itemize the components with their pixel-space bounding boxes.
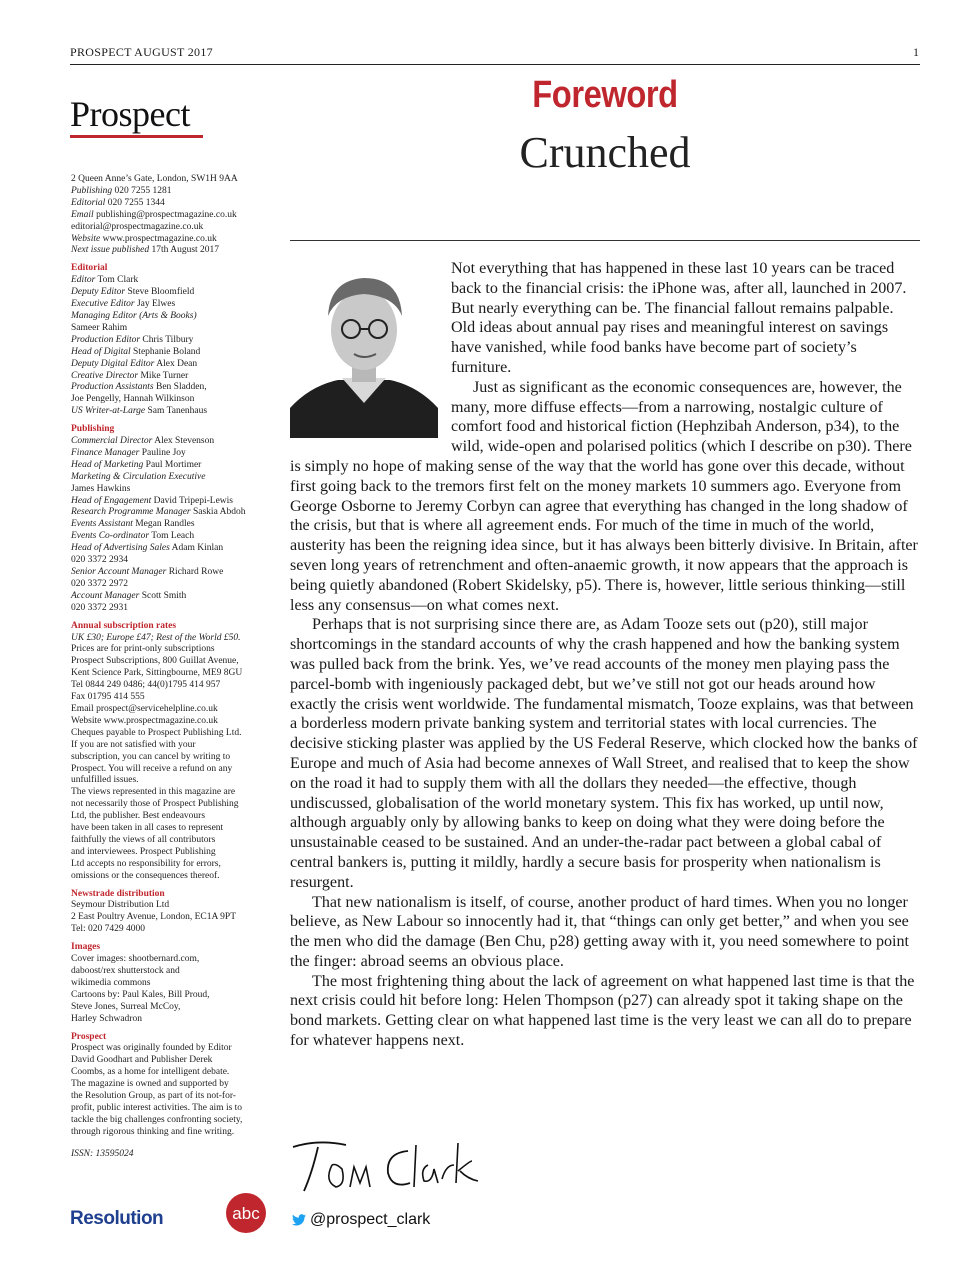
address: 2 Queen Anne’s Gate, London, SW1H 9AA [71, 174, 238, 184]
masthead-line: 2 East Poultry Avenue, London, EC1A 9PT [71, 912, 237, 923]
headline-rule [290, 240, 920, 241]
masthead-line: Harley Schwadron [71, 1013, 142, 1024]
section-kicker: Foreword [532, 74, 678, 116]
masthead: 2 Queen Anne’s Gate, London, SW1H 9AA Publishing 020 7255 1281 Editorial 020 7255 1344 Email publishing@prospectmagazine.co.uk editorial@prospectmagazine.co.uk Website www.prospectmagazine.co.uk Next issue published 17th August 2017 Editorial Editor Tom Clark Deputy Editor Steve Bloomfield Executive Editor Jay Elwes Managing Editor (Arts & Books) Sameer Rahim Production Editor Chris Tilbury Head of Digital Stephanie Boland Deputy Digital Editor Alex Dean Creative Director Mike Turner Production Assistants Ben Sladden, Joe Pengelly, Hannah Wilkinson US Writer-at-Large Sam Tanenhaus Publishing Commercial Director Alex Stevenson Finance Manager Pauline Joy Head of Marketing Paul Mortimer Marketing & Circulation Executive James Hawkins Head of Engagement David Tripepi-Lewis Research Programme Manager Saskia Abdoh Events Assistant Megan Randles Events Co-ordinator Tom Leach Head of Advertising Sales Adam Kinlan 020 3372 2934 Senior Account Manager Richard Rowe 020 3372 2972 Account Manager Scott Smith 020 3372 2931 Annual subscription rates UK £30; Europe £47; Rest of the World £50. Prices are for print-only subscriptions Prospect Subscriptions, 800 Guillat Avenue, Kent Science Park, Sittingbourne, ME9 8GU Tel 0844 249 0486; 44(0)1795 414 957 Fax 01795 414 555 Email prospect@servicehelpline.co.uk Website www.prospectmagazine.co.uk Cheques payable to Prospect Publishing Ltd. If you are not satisfied with your subscription, you can cancel by writing to Prospect. You will receive a refund on any unfulfilled issues. The views represented in this magazine are not necessarily those of Prospect Publishing Ltd, the publisher. Best endeavours have been taken in all cases to represent faithfully the views of all contributors and interviewees. Prospect Publishing Ltd accepts no responsibility for errors, omissions or the consequences thereof. Newstrade distribution Seymour Distribution Ltd 2 East Poultry Avenue, London, EC1A 9PT Tel: 020 7429 4000 Images Cover images: shootbernard.com, daboost/rex shutterstock and wikimedia commons Cartoons by: Paul Kales, Bill Proud, Steve Jones, Surreal McCoy, Harley Schwadron Prospect Prospect was originally founded by Editor David Goodhart and Publisher Derek Coombs, as a home for intelligent debate. The magazine is owned and supported by the Resolution Group, as part of its not-for- profit, public interest activities. The aim is to tackle the big challenges confronting society, through rigorous thinking and fine writing. ISSN: 13595024 [71, 174, 271, 1161]
paragraph: That new nationalism is itself, of course, another product of hard times. When you no longer believe, as New Labour so innocently had it, that “things can only get better,” and when you see the men who did the damage (Ben Chu, p28) getting away with it, you need somewhere to point the finger: abroad seems an obvious place. [290, 893, 910, 970]
masthead-line: Prospect Subscriptions, 800 Guillat Avenue, [71, 656, 239, 667]
prospect-logo: Prospect [70, 94, 190, 134]
masthead-line: If you are not satisfied with your [71, 739, 196, 750]
newstrade-heading: Newstrade distribution [71, 888, 165, 899]
masthead-line: Production Editor Chris Tilbury [71, 334, 194, 345]
masthead-line: Prices are for print-only subscriptions [71, 644, 215, 655]
masthead-line: Ltd, the publisher. Best endeavours [71, 811, 206, 822]
masthead-line: The magazine is owned and supported by [71, 1079, 229, 1090]
masthead-line: Deputy Editor Steve Bloomfield [71, 287, 195, 298]
masthead-line: Tel: 020 7429 4000 [71, 924, 146, 935]
masthead-line: Joe Pengelly, Hannah Wilkinson [71, 394, 195, 405]
masthead-line: faithfully the views of all contributors [71, 834, 216, 845]
masthead-line: Head of Marketing Paul Mortimer [71, 459, 202, 470]
images-lines [71, 954, 271, 1025]
masthead-line: David Goodhart and Publisher Derek [71, 1055, 213, 1066]
masthead-line: Senior Account Manager Richard Rowe [71, 567, 224, 577]
masthead-line: Events Assistant Megan Randles [71, 519, 195, 530]
masthead-line: and interviewees. Prospect Publishing [71, 846, 216, 857]
masthead-line: Cover images: shootbernard.com, [71, 954, 200, 965]
paragraph: The most frightening thing about the lack of agreement on what happened last time is that the next crisis could hit before long: Helen Thompson (p27) can already spot it taking shape on the bond markets. Getting clear on what happened last time is the very least we can all do to prepare for whatever happens next. [290, 972, 915, 1050]
masthead-line: Production Assistants Ben Sladden, [71, 382, 207, 393]
masthead-line: daboost/rex shutterstock and [71, 966, 180, 976]
abc-logo [225, 1192, 267, 1234]
issn: ISSN: 13595024 [71, 1148, 134, 1159]
masthead-line: Managing Editor (Arts & Books) [71, 310, 197, 321]
masthead-line: Executive Editor Jay Elwes [71, 299, 176, 310]
masthead-line: US Writer-at-Large Sam Tanenhaus [71, 406, 208, 417]
masthead-line: Cartoons by: Paul Kales, Bill Proud, [71, 989, 210, 1000]
masthead-line: unfulfilled issues. [71, 775, 139, 786]
section-heading: Editorial [71, 263, 108, 274]
masthead-line: 020 3372 2931 [71, 602, 128, 613]
masthead-line: Website www.prospectmagazine.co.uk [71, 715, 218, 726]
masthead-sections [71, 263, 271, 614]
paragraph: Just as significant as the economic consequences are, however, the many, more diffuse effects—from a narrowing, nostalgic culture of comfort food and historical fiction (Hephzibah Anderson, p34), to the wild, wide-open and polarised politics (which I describe on p30). There is simply no hope of making sense of the way that the world has gone over this decade, without first going back to the tremors first felt on the money markets 10 summers ago. Everyone from George Osborne to Jeremy Corbyn can agree that everything has changed in the long shadow of the crisis, but that is where all agreement ends. For much of the time in much of the world, austerity has been the reigning idea since, but it has always been bitterly divisive. In Britain, after seven long years of retrenchment and often-anaemic growth, it now appears that the approach is being quietly abandoned (Robert Skidelsky, p5). There is, however, little serious thinking—still less any consensus—on what comes next. [290, 378, 918, 614]
paragraph: Not everything that has happened in these last 10 years can be traced back to the financial crisis: the iPhone was, after all, launched in 2007. But nearly everything can be. The financial fallout remains palpable. Old ideas about annual pay rises and meaningful interest on savings have vanished, while food banks have become part of society’s furniture. [451, 260, 907, 376]
masthead-line: Account Manager Scott Smith [71, 590, 187, 601]
masthead-line: Deputy Digital Editor Alex Dean [71, 358, 198, 369]
page-number: 1 [913, 45, 919, 59]
masthead-line: Head of Engagement David Tripepi-Lewis [71, 495, 234, 506]
masthead-line: Commercial Director Alex Stevenson [71, 436, 215, 447]
masthead-line: Fax 01795 414 555 [71, 692, 145, 703]
resolution-logo: Resolution [70, 1208, 164, 1229]
masthead-line: subscription, you can cancel by writing to [71, 751, 231, 762]
svg-text:abc: abc [232, 1204, 260, 1223]
masthead-line: Coombs, as a home for intelligent debate. [71, 1067, 230, 1078]
paragraph: Perhaps that is not surprising since there are, as Adam Tooze sets out (p20), still major shortcomings in the standard accounts of why the crash happened and how the banking system was pulled back from the brink. Yes, we’ve read accounts of the money men playing pass the parcel-bomb with ingeniously packaged debt, but we’ve still not got our heads around how exactly the crisis went worldwide. The fundamental mismatch, Tooze explains, was that between a borderless modern private banking system and territorial states with local currencies. The decisive sticking plaster was applied by the US Federal Reserve, which clocked how the banks of Europe and much of Asia had become annexes of Wall Street, and realised that to keep the show on the road it had to supply them with all the dollars they needed—the effective, though undiscussed, globalisation of the world monetary system. This fix has worked, up until now, although arguably only by allowing banks to keep on doing what they were doing before the unsustainable ceased to be sustained. And an under-the-radar pact between a global cabal of central bankers is, putting it mildly, hardly a secure basis for prosperity when nationalism is resurgent. [290, 616, 918, 891]
masthead-line: Kent Science Park, Sittingbourne, ME9 8GU [71, 668, 243, 679]
about-lines [71, 1043, 271, 1138]
subscription-heading: Annual subscription rates [71, 620, 177, 631]
masthead-line: 020 3372 2972 [71, 578, 128, 589]
masthead-line: Email prospect@servicehelpline.co.uk [71, 703, 218, 714]
running-header: PROSPECT AUGUST 2017 [70, 45, 213, 59]
masthead-line: Finance Manager Pauline Joy [71, 447, 186, 458]
header-rule [70, 64, 920, 65]
masthead-line: not necessarily those of Prospect Publishing [71, 799, 239, 810]
masthead-line: Ltd accepts no responsibility for errors, [71, 858, 221, 869]
masthead-line: James Hawkins [71, 483, 131, 494]
masthead-line: The views represented in this magazine are [71, 787, 236, 798]
masthead-line: 020 3372 2934 [71, 555, 128, 566]
masthead-line: tackle the big challenges confronting society, [71, 1114, 243, 1125]
masthead-line: Cheques payable to Prospect Publishing Ltd. [71, 727, 242, 738]
masthead-line: Steve Jones, Surreal McCoy, [71, 1001, 181, 1012]
masthead-line: Prospect. You will receive a refund on any [71, 763, 233, 774]
masthead-line: Creative Director Mike Turner [71, 370, 189, 381]
twitter-handle[interactable]: @prospect_clark [292, 1211, 430, 1229]
masthead-line: Research Programme Manager Saskia Abdoh [71, 507, 246, 518]
masthead-line: profit, public interest activities. The aim is to [71, 1102, 243, 1113]
masthead-line: Head of Advertising Sales Adam Kinlan [71, 543, 224, 554]
masthead-line: Prospect was originally founded by Editor [71, 1043, 232, 1054]
section-heading: Publishing [71, 424, 115, 435]
about-heading: Prospect [71, 1031, 107, 1042]
masthead-line: Events Co-ordinator Tom Leach [71, 531, 195, 542]
article-body [290, 259, 921, 1051]
masthead-line: Seymour Distribution Ltd [71, 900, 170, 911]
masthead-line: omissions or the consequences thereof. [71, 870, 220, 881]
twitter-bird-icon [292, 1214, 306, 1226]
masthead-line: Marketing & Circulation Executive [71, 471, 206, 482]
masthead-line: through rigorous thinking and fine writing. [71, 1126, 235, 1137]
masthead-line: Editor Tom Clark [71, 275, 139, 286]
images-heading: Images [71, 942, 101, 953]
masthead-line: have been taken in all cases to represent [71, 823, 224, 834]
masthead-line: the Resolution Group, as part of its not-for- [71, 1091, 236, 1102]
masthead-line: wikimedia commons [71, 977, 151, 988]
masthead-line: Sameer Rahim [71, 322, 128, 333]
logo-underline [70, 135, 203, 138]
subscription-lines [71, 644, 271, 882]
newstrade-lines [71, 900, 271, 936]
signature [288, 1125, 488, 1210]
article-headline: Crunched [519, 128, 691, 177]
masthead-line: Tel 0844 249 0486; 44(0)1795 414 957 [71, 680, 221, 691]
masthead-line: Head of Digital Stephanie Boland [71, 346, 201, 357]
